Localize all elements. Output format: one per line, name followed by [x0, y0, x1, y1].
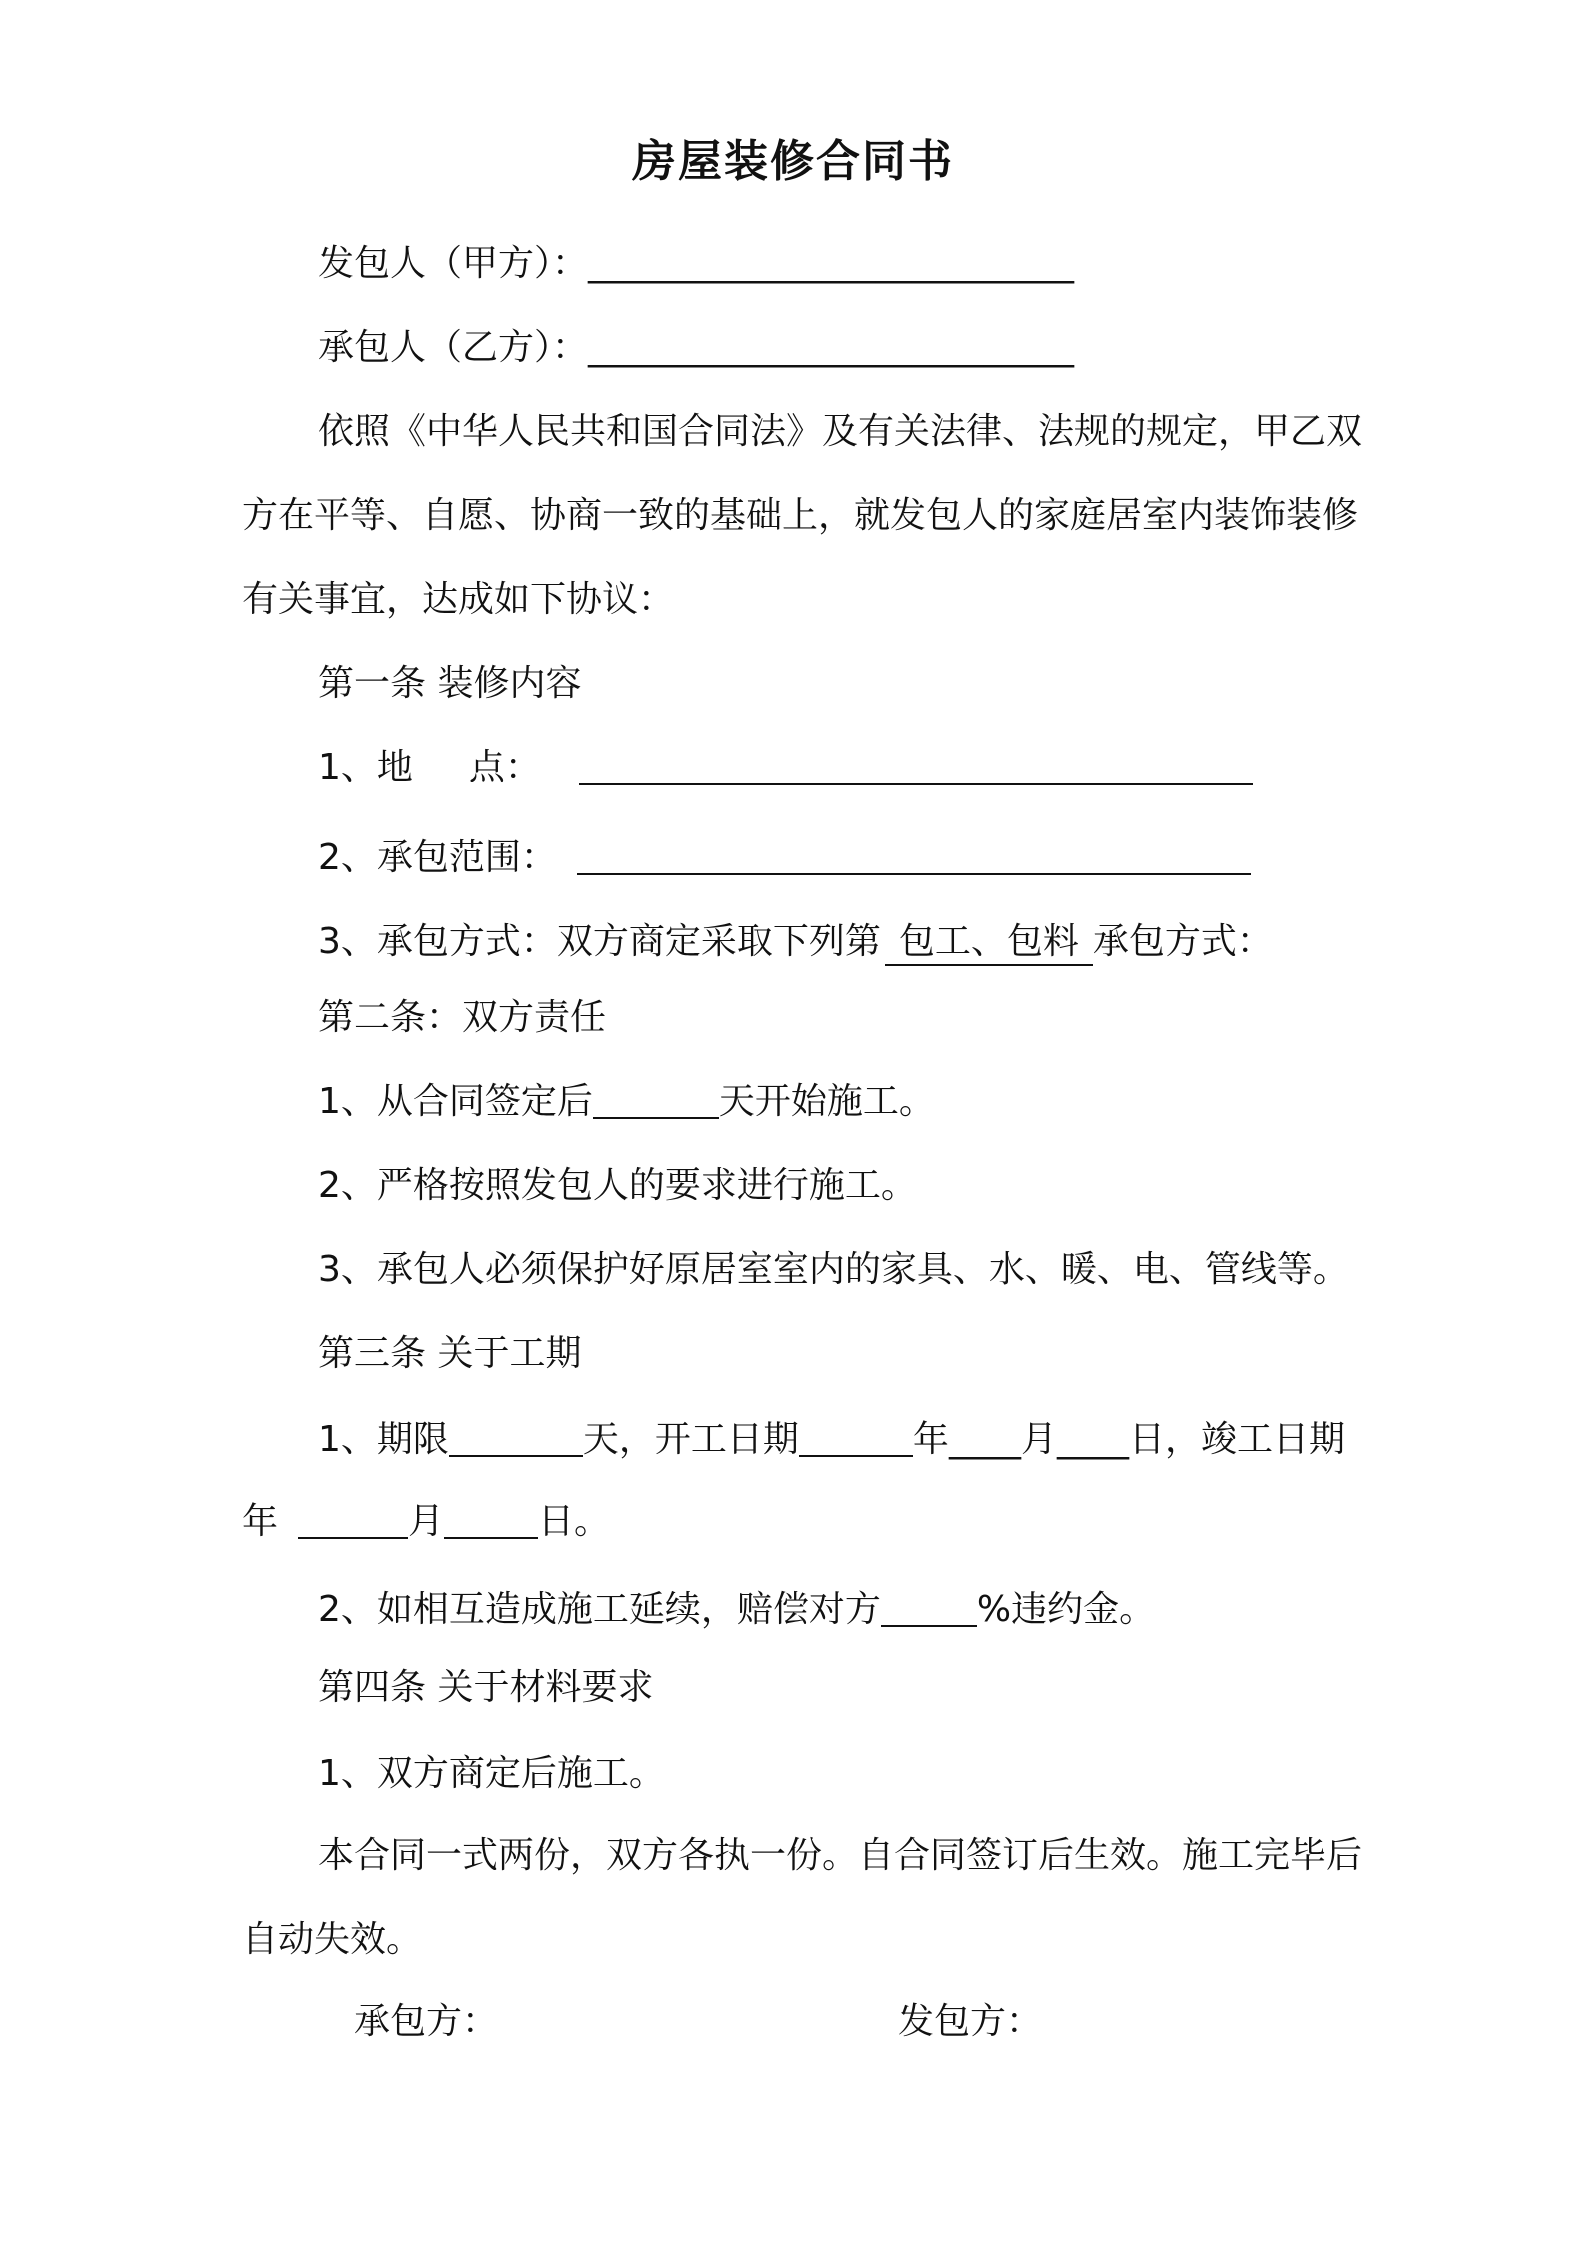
preamble-line-3: 有关事宜，达成如下协议：	[242, 579, 675, 620]
article-1-item-2	[318, 836, 1251, 880]
article-2-item-3: 3、承包人必须保护好原居室室内的家具、水、暖、电、管线等。	[318, 1249, 1349, 1290]
article-4-heading: 第四条 关于材料要求	[318, 1667, 654, 1708]
party-b-blank: ___________________________	[588, 327, 1075, 368]
article-2-item-1	[318, 1080, 935, 1124]
scope-blank	[577, 837, 1251, 875]
closing-line-2: 自动失效。	[242, 1919, 423, 1960]
end-day-blank	[444, 1501, 538, 1539]
start-suffix: 天开始施工。	[718, 1081, 935, 1122]
location-blank	[579, 747, 1253, 785]
article-3-line-2	[242, 1500, 610, 1544]
method-value: 包工、包料	[885, 921, 1093, 966]
end-day-label: 日。	[538, 1501, 611, 1542]
location-label-start: 1、地	[318, 747, 413, 788]
contract-title: 房屋装修合同书	[632, 136, 954, 187]
party-a-blank: ___________________________	[588, 243, 1075, 284]
preamble-line-1: 依照《中华人民共和国合同法》及有关法律、法规的规定，甲乙双	[318, 411, 1363, 452]
article-1-item-3	[318, 920, 1273, 964]
party-a-line	[318, 242, 1074, 286]
article-1-heading: 第一条 装修内容	[318, 663, 582, 704]
article-3-line-1	[318, 1418, 1345, 1462]
employer-signature-label: 发包方：	[898, 2001, 1043, 2042]
period-label: 1、期限	[318, 1419, 449, 1460]
end-month-label: 月	[408, 1501, 445, 1542]
penalty-suffix: %违约金。	[976, 1589, 1156, 1630]
start-prefix: 1、从合同签定后	[318, 1081, 593, 1122]
penalty-prefix: 2、如相互造成施工延续，赔偿对方	[318, 1589, 881, 1630]
start-month-blank: ____	[948, 1419, 1021, 1460]
article-2-item-2: 2、严格按照发包人的要求进行施工。	[318, 1165, 917, 1206]
method-suffix: 承包方式：	[1092, 921, 1273, 962]
party-b-line	[318, 326, 1074, 370]
party-b-label: 承包人（乙方）：	[318, 327, 589, 368]
article-2-heading: 第二条：双方责任	[318, 997, 607, 1038]
start-day-blank: ____	[1056, 1419, 1129, 1460]
article-3-item-2	[318, 1588, 1155, 1632]
location-label-end: 点：	[468, 747, 541, 788]
end-month-blank	[298, 1501, 408, 1539]
closing-line-1: 本合同一式两份，双方各执一份。自合同签订后生效。施工完毕后	[318, 1835, 1363, 1876]
article-1-item-1	[318, 746, 1253, 790]
start-year-blank	[799, 1419, 913, 1457]
year-label: 年	[912, 1419, 949, 1460]
party-a-label: 发包人（甲方）：	[318, 243, 589, 284]
month-label: 月	[1020, 1419, 1057, 1460]
period-blank	[449, 1419, 583, 1457]
end-year-label: 年	[242, 1501, 279, 1542]
article-4-item-1: 1、双方商定后施工。	[318, 1753, 665, 1794]
start-date-label: 天，开工日期	[582, 1419, 799, 1460]
end-date-label: 日，竣工日期	[1128, 1419, 1345, 1460]
article-3-heading: 第三条 关于工期	[318, 1333, 582, 1374]
contractor-signature-label: 承包方：	[354, 2001, 499, 2042]
start-days-blank	[593, 1081, 719, 1119]
scope-label: 2、承包范围：	[318, 837, 557, 878]
method-prefix: 3、承包方式：双方商定采取下列第	[318, 921, 881, 962]
penalty-rate-blank	[881, 1589, 977, 1627]
preamble-line-2: 方在平等、自愿、协商一致的基础上，就发包人的家庭居室内装饰装修	[242, 495, 1359, 536]
